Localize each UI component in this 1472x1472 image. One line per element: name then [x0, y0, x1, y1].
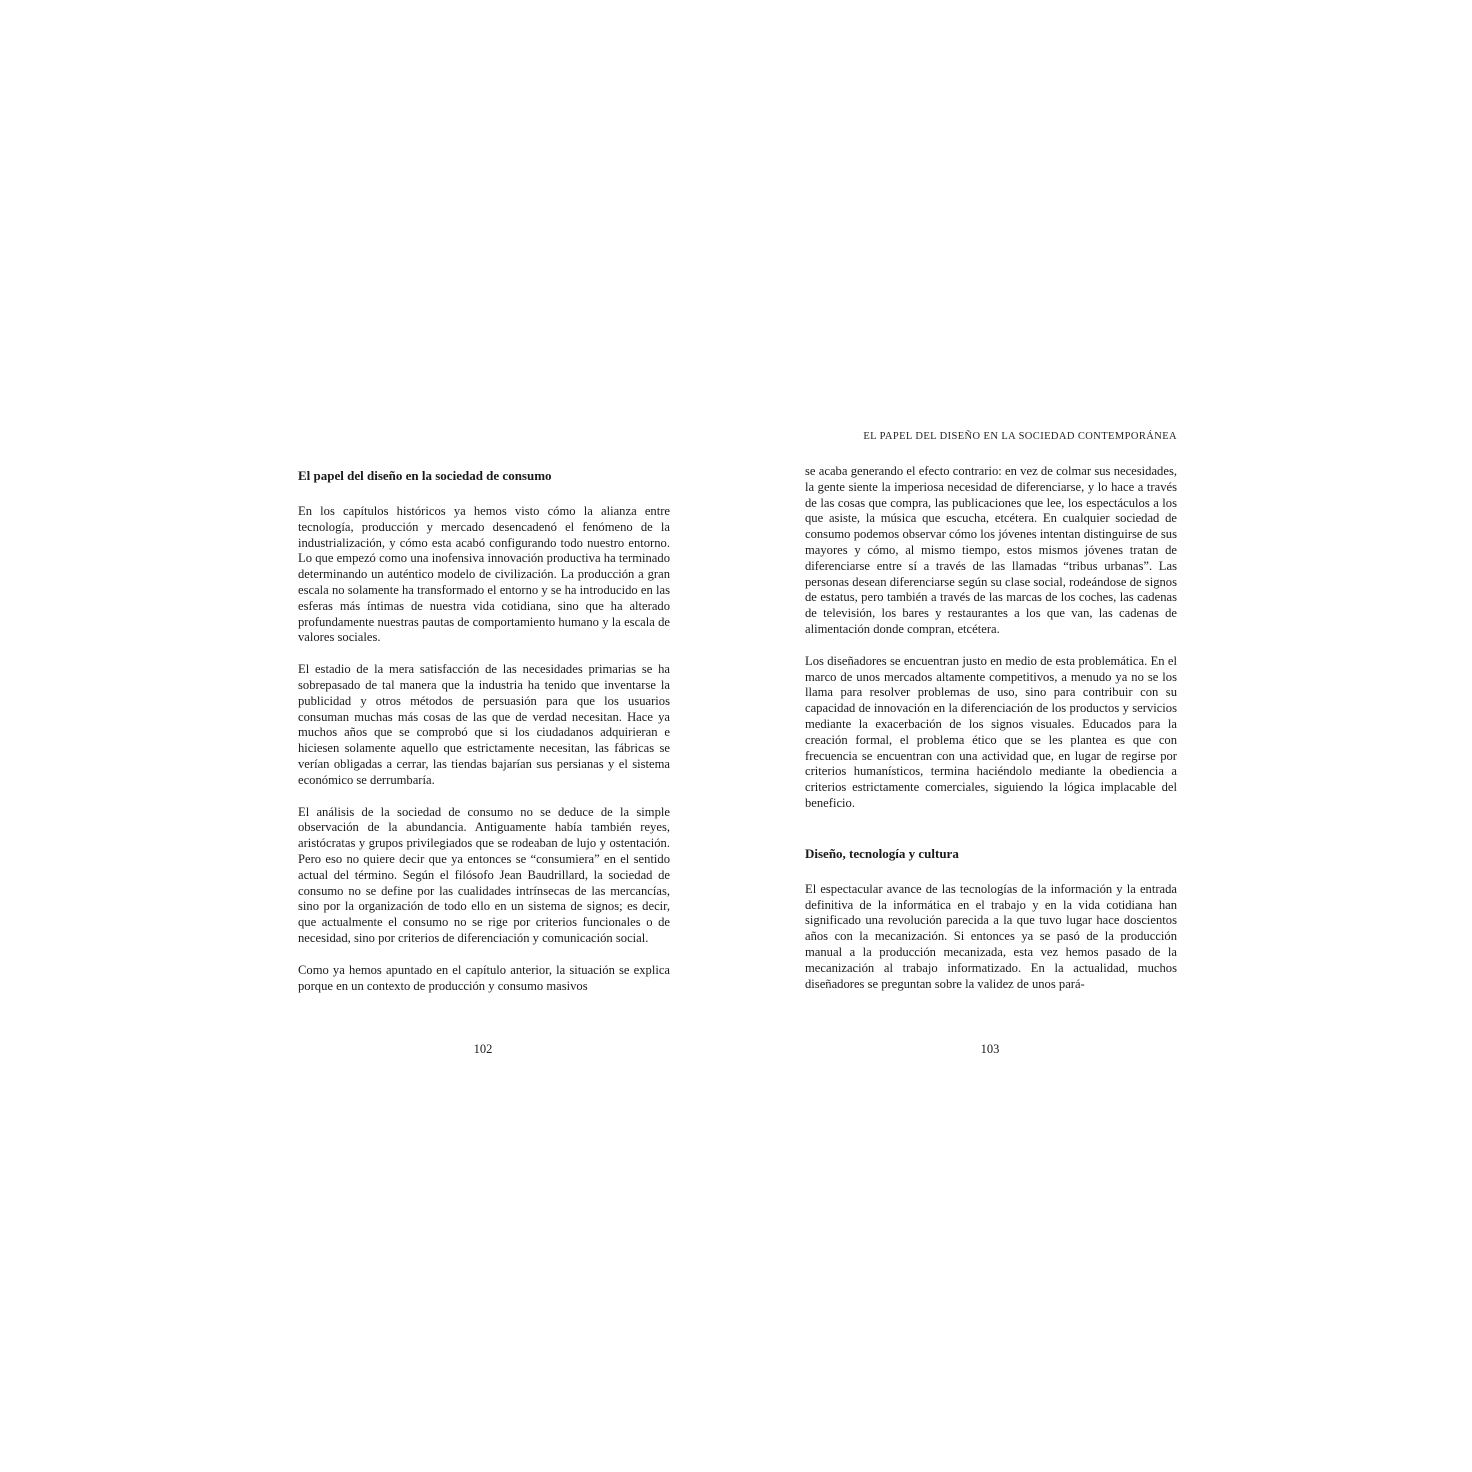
section-heading: Diseño, tecnología y cultura	[805, 845, 959, 861]
right-page	[805, 464, 1177, 1008]
running-head: EL PAPEL DEL DISEÑO EN LA SOCIEDAD CONTEMPORÁNEA	[863, 431, 1177, 442]
left-page	[298, 464, 670, 1010]
paragraph: El análisis de la sociedad de consumo no se deduce de la simple observación de la abundancia. Antiguamente había también reyes, aristócratas y grupos privilegiados que se rodeaban de lujo y ostentación. Pero eso no quiere decir que ya entonces se “consumiera” en el sentido actual del término. Según el filósofo Jean Baudrillard, la sociedad de consumo no se define por las cualidades intrínsecas de las mercancías, sino por la organización de todo ello en un sistema de signos; es decir, que actualmente el consumo no se rige por criterios funcionales o de necesidad, sino por criterios de diferenciación y comunicación social.	[298, 804, 670, 945]
paragraph: El estadio de la mera satisfacción de las necesidades primarias se ha sobrepasado de tal manera que la industria ha tenido que inventarse la publicidad y otros métodos de persuasión para que los usuarios consuman muchas más cosas de las que de verdad necesitan. Hace ya muchos años que se comprobó que si los ciudadanos adquirieran e hiciesen solamente aquello que estrictamente necesitan, las fábricas se verían obligadas a cerrar, las tiendas bajarían sus persianas y el sistema económico se derrumbaría.	[298, 662, 670, 787]
page-number: 102	[473, 1042, 493, 1056]
paragraph: El espectacular avance de las tecnologías de la información y la entrada definitiva de la informática en el trabajo y en la vida cotidiana han significado una revolución parecida a la que tuvo lugar hace doscientos años con la mecanización. Si entonces ya se pasó de la producción manual a la producción mecanizada, esta vez hemos pasado de la mecanización al trabajo informatizado. En la actualidad, muchos diseñadores se preguntan sobre la validez de unos pará-	[805, 881, 1177, 991]
section-heading: El papel del diseño en la sociedad de consumo	[298, 468, 552, 483]
paragraph: En los capítulos históricos ya hemos visto cómo la alianza entre tecnología, producción y mercado desencadenó el fenómeno de la industrialización, y cómo esta acabó configurando todo nuestro entorno. Lo que empezó como una inofensiva innovación productiva ha terminado determinando un auténtico modelo de civilización. La producción a gran escala no solamente ha transformado el entorno y se ha introducido en las esferas más íntimas de nuestra vida cotidiana, sino que ha alterado profundamente nuestras pautas de comportamiento humano y la escala de valores sociales.	[298, 504, 670, 645]
page-number: 103	[980, 1042, 1000, 1056]
paragraph: se acaba generando el efecto contrario: en vez de colmar sus necesidades, la gente siente la imperiosa necesidad de diferenciarse, y lo hace a través de las cosas que compra, las publicaciones que lee, los espectáculos a los que asiste, la música que escucha, etcétera. En cualquier sociedad de consumo podemos observar cómo los jóvenes intentan distinguirse de sus mayores y cómo, al mismo tiempo, estos mismos jóvenes tratan de diferenciarse entre sí a través de las llamadas “tribus urbanas”. Las personas desean diferenciarse según su clase social, rodeándose de signos de estatus, pero también a través de las marcas de los coches, las cadenas de televisión, los bares y restaurantes a los que van, las cadenas de alimentación donde compran, etcétera.	[805, 464, 1177, 636]
paragraph: Como ya hemos apuntado en el capítulo anterior, la situación se explica porque en un contexto de producción y consumo masivos	[298, 962, 670, 993]
paragraph: Los diseñadores se encuentran justo en medio de esta problemática. En el marco de unos mercados altamente competitivos, a menudo ya no se los llama para resolver problemas de uso, sino para contribuir con su capacidad de innovación en la diferenciación de los productos y servicios mediante la exacerbación de los signos visuales. Educados para la creación formal, el problema ético que se les plantea es que con frecuencia se encuentran con una actividad que, en lugar de regirse por criterios humanísticos, termina haciéndolo mediante la obediencia a criterios estrictamente comerciales, siguiendo la lógica implacable del beneficio.	[805, 653, 1177, 810]
